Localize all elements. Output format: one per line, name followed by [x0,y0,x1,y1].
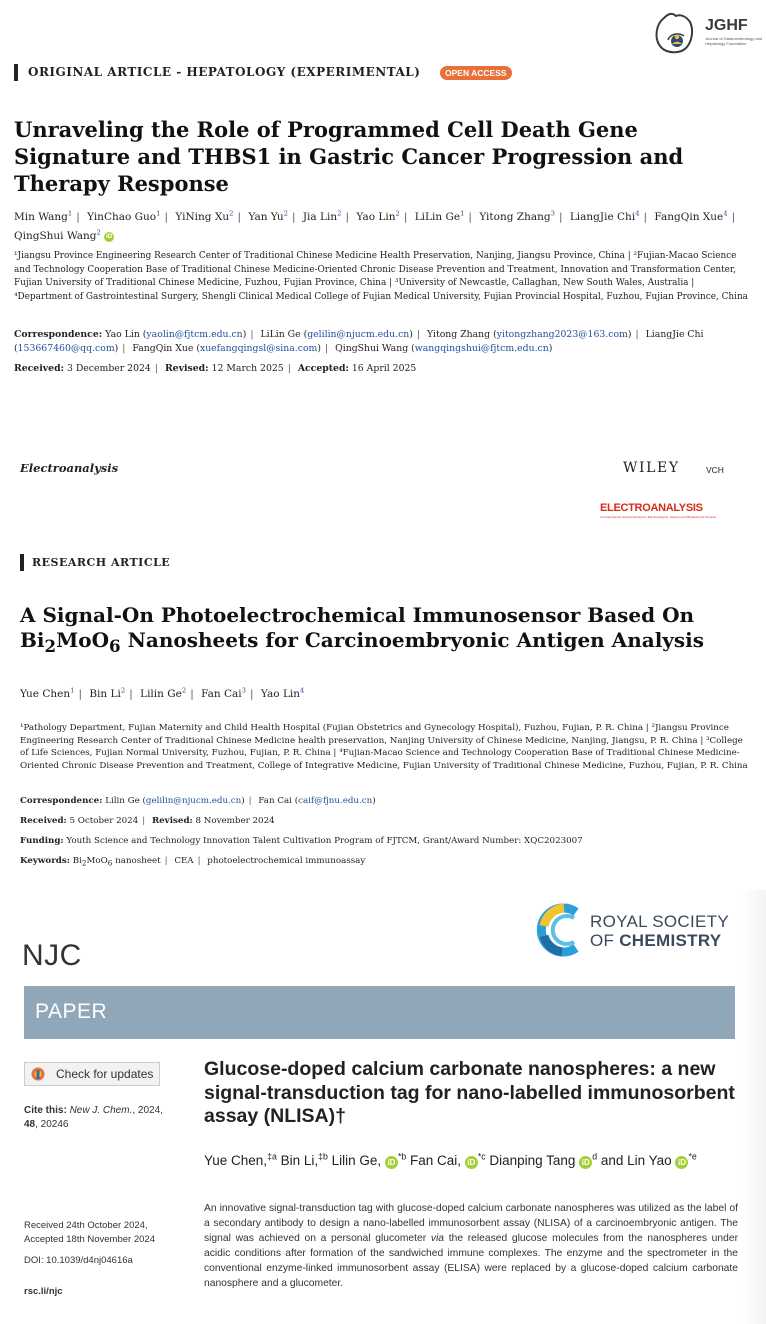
author[interactable]: YiNing Xu$^2$ [175,209,234,223]
author[interactable]: Bin Li$^2$ [89,686,126,700]
article-type: RESEARCH ARTICLE [32,556,171,569]
article-type: ORIGINAL ARTICLE - HEPATOLOGY (EXPERIMENTAL) [28,65,421,79]
publisher-suffix: VCH [706,465,724,475]
author[interactable]: Yue Chen$^1$ [20,686,75,700]
author[interactable]: YinChao Guo$^1$ [87,209,161,223]
correspondence: Correspondence: Lilin Ge (gelilin@njucm.edu.cn) | Fan Cai (caif@fjnu.edu.cn) [20,796,376,806]
publisher-name-line1: ROYAL SOCIETY [590,912,729,931]
orcid-icon[interactable]: iD [675,1156,688,1169]
journal-logo: ELECTROANALYSIS [600,502,703,514]
publisher-logo: WILEY [623,460,680,476]
author[interactable]: Fan Cai, $iD^{*c}$ [410,1151,486,1168]
author-list: Min Wang$^1$ | YinChao Guo$^1$ | YiNing Xu$^2$ | Yan Yu$^2$ | Jia Lin$^2$ | Yao Lin$^2$ | LiLin Ge$^1$ | Yitong Zhang$^3$ | LiangJie Chi$^4$ | FangQin Xue$^4$ | QingShui Wang$^2$ iD [14,209,736,242]
journal-logo-subtitle: An International Journal Devoted to Electroanalysis, Sensors and Bioelectronic Devices [600,515,717,519]
email-link[interactable]: yaolin@fjtcm.edu.cn [146,329,243,340]
email-link[interactable]: xuefangqingsl@sina.com [199,343,318,354]
article-dates: Received: 5 October 2024 | Revised: 8 November 2024 [20,816,275,826]
author[interactable]: Yan Yu$^2$ [248,209,288,223]
orcid-icon[interactable]: iD [465,1156,478,1169]
section-bar [20,554,24,571]
email-link[interactable]: gelilin@njucm.edu.cn [145,796,242,806]
author[interactable]: Jia Lin$^2$ [302,209,342,223]
email-link[interactable]: caif@fjnu.edu.cn [298,796,373,806]
abstract: An innovative signal-transduction tag with glucose-doped calcium carbonate nanospheres was utilized as the label of a secondary antibody to design a nano-labelled immunosorbent assay (NLISA) of a carcinoembryonic antigen. The signal was achieved on a personal glucometer via the released glucose molecules from the nanospheres under acidic conditions after formation of the sandwiched immune complexes. The enzyme and the spectrometer in the conventional enzyme-linked immunosorbent assay (ELISA) were replaced by a glucose-doped calcium carbonate nanosphere and a glucometer. [204,1203,738,1289]
publisher-name-line2: OF CHEMISTRY [590,931,722,950]
author[interactable]: Lilin Ge, $iD^{*b}$ [331,1151,407,1168]
doi[interactable]: DOI: 10.1039/d4nj04616a [24,1255,133,1266]
orcid-icon[interactable]: iD [105,233,113,240]
author[interactable]: LiLin Ge$^1$ [414,209,465,223]
jghf-logo-subtitle: Journal of Gastroenterology and Hepatology Foundation [705,36,763,46]
author-list [204,1148,724,1169]
citation: Cite this: New J. Chem., 2024, 48, 20246 [24,1105,163,1130]
journal-name: Electroanalysis [20,461,119,475]
funding: Funding: Youth Science and Technology Innovation Talent Cultivation Program of FJTCM, Grant/Award Number: XQC2023007 [20,836,583,846]
check-for-updates-label: Check for updates [56,1067,154,1081]
orcid-icon[interactable]: iD [385,1156,398,1169]
correspondence: Correspondence: Yao Lin (yaolin@fjtcm.edu.cn) | LiLin Ge (gelilin@njucm.edu.cn) | Yitong Zhang (yitongzhang2023@163.com) | LiangJie Chi (153667460@qq.com) | FangQin Xue (xuefangqingsl@sina.com) | QingShui Wang (wangqingshui@fjtcm.edu.cn) [14,329,704,354]
author[interactable]: Yao Lin$^4$ [260,686,305,700]
article-dates: Received: 3 December 2024 | Revised: 12 March 2025 | Accepted: 16 April 2025 [14,363,417,374]
update-check-icon [31,1067,45,1081]
section-bar [14,64,18,81]
email-link[interactable]: 153667460@qq.com [17,343,115,354]
email-link[interactable]: yitongzhang2023@163.com [496,329,628,340]
author[interactable]: Min Wang$^1$ [14,209,73,223]
author[interactable]: Yitong Zhang$^3$ [479,209,555,223]
section-label: PAPER [35,1000,108,1023]
keywords: Keywords: $Bi_2MoO_6$ nanosheet | CEA | photoelectrochemical immunoassay [20,856,366,868]
article-title: Glucose-doped calcium carbonate nanospheres: a new signal-transduction tag for nano-labelled immunosorbent assay (NLISA)† [204,1058,735,1127]
affiliations: ¹Jiangsu Province Engineering Research Center of Traditional Chinese Medicine Health Preservation, Nanjing, Jiangsu Province, China | ²Fujian-Macao Science and Technology Cooperation Base of Traditional Chinese Medicine-Oriented Chronic Disease Prevention and Treatment, Innovation and Transformation Center, Fujian University of Traditional Chinese Medicine, Fuzhou, Fujian Province, China | ³University of Newcastle, Callaghan, New South Wales, Australia | ⁴Department of Gastrointestinal Surgery, Shengli Clinical Medical College of Fujian Medical University, Fujian Provincial Hospital, Fuzhou, Fujian Province, China [14,251,748,302]
author[interactable]: FangQin Xue$^4$ [654,209,728,223]
author[interactable]: Lilin Ge$^2$ [140,686,187,700]
author[interactable]: and Lin Yao $iD^{*e}$ [600,1151,697,1168]
orcid-icon[interactable]: iD [579,1156,592,1169]
jghf-logo-text: JGHF [705,17,748,34]
article-title: Unraveling the Role of Programmed Cell Death Gene Signature and THBS1 in Gastric Cancer Progression and Therapy Response [14,117,684,196]
author[interactable]: Bin Li,$^{\ddagger b}$ [280,1151,328,1168]
author[interactable]: Fan Cai$^3$ [201,686,247,700]
journal-name: NJC [22,939,82,972]
journal-url[interactable]: rsc.li/njc [24,1286,63,1297]
check-for-updates-button[interactable] [24,1062,160,1086]
rsc-logo-icon [536,902,588,958]
article-dates: Received 24th October 2024, Accepted 18th November 2024 [24,1220,155,1245]
email-link[interactable]: gelilin@njucm.edu.cn [307,329,410,340]
author-list: Yue Chen$^1$ | Bin Li$^2$ | Lilin Ge$^2$ | Fan Cai$^3$ | Yao Lin$^4$ [20,686,305,700]
author[interactable]: Dianping Tang $iD^d$ [489,1151,598,1168]
author[interactable]: Yao Lin$^2$ [356,209,400,223]
section-banner [24,986,735,1039]
open-access-badge: OPEN ACCESS [440,66,512,80]
affiliations: ¹Pathology Department, Fujian Maternity and Child Health Hospital (Fujian Obstetrics and Gynecology Hospital), Fuzhou, Fujian, P. R. China | ²Jiangsu Province Engineering Research Center of Traditional Chinese Medicine health preservation, Nanjing University of Chinese Medicine, Nanjing, Jiangsu, P. R. China | ³College of Life Sciences, Fujian Normal University, Fuzhou, Fujian, P. R. China | ⁴Fujian-Macao Science and Technology Cooperation Base of Traditional Chinese Medicine-Oriented Chronic Disease Prevention and Treatment, College of Integrative Medicine, Fujian University of Traditional Chinese Medicine, Fuzhou, Fujian, P. R. China [20,723,748,771]
author[interactable]: QingShui Wang$^2$ [14,228,101,242]
author[interactable]: Yue Chen,$^{\ddagger a}$ [204,1151,277,1168]
article-title: A Signal-On Photoelectrochemical Immunosensor Based On $Bi_2MoO_6$ Nanosheets for Carcinoembryonic Antigen Analysis [20,603,705,656]
author[interactable]: LiangJie Chi$^4$ [569,209,640,223]
email-link[interactable]: wangqingshui@fjtcm.edu.cn [414,343,549,354]
